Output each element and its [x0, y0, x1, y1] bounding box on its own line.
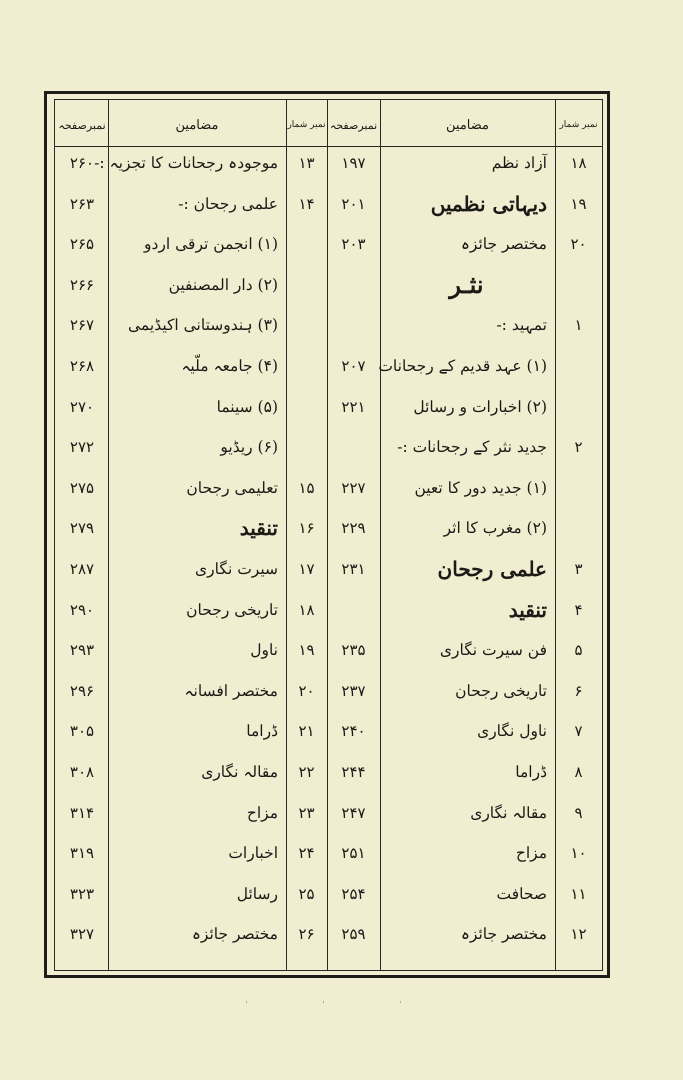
right-page-cell: ۲۲۱ [341, 397, 366, 416]
left-title-cell: تنقید [239, 516, 278, 541]
left-page-cell: ۳۱۹ [69, 844, 95, 863]
right-sr-cell: ۲۰ [570, 235, 587, 254]
right-page-cell: ۲۲۷ [341, 478, 366, 497]
right-page-cell: ۲۲۹ [341, 519, 366, 538]
right-page-cell [327, 590, 380, 630]
left-title-cell: ڈراما [246, 722, 278, 741]
left-page-cell: ۲۹۰ [69, 600, 95, 619]
right-sr-cell: ۳ [574, 560, 583, 578]
right-page-cell: ۲۰۳ [341, 235, 366, 254]
header-left-page: نمبرصفحہ [58, 118, 106, 132]
right-sr-cell: ۱۸ [570, 154, 587, 172]
right-page-cell: ۲۵۹ [341, 925, 366, 944]
left-title-cell: ناول [250, 641, 278, 660]
left-page-cell: ۲۷۲ [69, 438, 95, 457]
left-page-cell: ۲۹۳ [69, 641, 95, 660]
right-title-cell: مزاح [515, 844, 547, 863]
right-sr-cell: ۹ [574, 803, 583, 822]
left-title-cell: سیرت نگاری [195, 560, 278, 578]
right-sr-cell: ۸ [574, 763, 583, 781]
right-page-cell: ۲۰۱ [341, 194, 366, 213]
header-right-topics: مضامین [446, 117, 489, 133]
left-title-cell: (۵) سینما [216, 397, 278, 416]
right-sr-cell: ۴ [574, 600, 583, 619]
right-page-cell [327, 305, 380, 345]
left-sr-cell: ۲۴ [298, 844, 315, 863]
header-right-serial: نمبر شمار [559, 120, 598, 130]
right-title-cell: (۲) مغرب کا اثر [443, 519, 547, 538]
right-sr-cell: ۲ [574, 438, 583, 457]
right-title-cell: ناول نگاری [477, 722, 547, 741]
right-sr-cell: ۱۱ [570, 884, 587, 903]
right-title-cell: جدید نثر کے رجحانات :- [397, 438, 547, 457]
right-title-cell: مقالہ نگاری [470, 803, 547, 822]
left-page-cell: ۲۷۵ [69, 478, 95, 497]
right-sr-cell: ۶ [574, 681, 583, 700]
left-page-cell: ۲۶۷ [69, 316, 95, 335]
left-sr-cell [286, 387, 327, 427]
left-sr-cell: ۱۵ [298, 478, 315, 497]
left-page-cell: ۳۰۸ [69, 763, 95, 781]
right-page-cell: ۲۳۷ [341, 681, 366, 700]
header-left-serial: نمبر شمار [287, 120, 326, 130]
left-page-cell: ۲۷۹ [69, 519, 95, 538]
right-title-cell: تنقید [508, 597, 547, 622]
left-sr-cell: ۱۹ [298, 641, 315, 660]
left-sr-cell [286, 427, 327, 467]
right-page-cell [327, 265, 380, 305]
right-page-cell: ۲۴۷ [341, 803, 366, 822]
left-title-cell: (۶) ریڈیو [220, 438, 278, 457]
left-title-cell: (۳) ہندوستانی اکیڈیمی [128, 316, 278, 335]
right-title-cell: ڈراما [515, 763, 547, 781]
right-title-cell: فن سیرت نگاری [439, 641, 547, 660]
left-title-cell: مختصر جائزہ [191, 925, 278, 944]
left-title-cell: موجودہ رجحانات کا تجزیہ :- [94, 154, 278, 172]
left-title-cell: مقالہ نگاری [201, 763, 278, 781]
left-title-cell: علمی رجحان :- [178, 194, 278, 213]
right-title-cell: تمہید :- [496, 316, 547, 335]
right-title-cell: تاریخی رجحان [455, 681, 547, 700]
left-page-cell: ۲۶۰ [69, 154, 95, 172]
left-title-cell: (۴) جامعہ ملّیہ [181, 357, 278, 375]
right-page-cell: ۲۵۴ [341, 884, 366, 903]
left-sr-cell: ۲۲ [298, 763, 315, 781]
right-sr-cell [555, 387, 602, 427]
left-title-cell: مختصر افسانہ [184, 681, 278, 700]
left-sr-cell: ۱۶ [298, 519, 315, 538]
left-page-cell: ۳۲۳ [69, 884, 95, 903]
right-page-cell: ۲۴۴ [341, 763, 366, 781]
right-sr-cell [555, 265, 602, 305]
left-title-cell: تاریخی رجحان [186, 600, 278, 619]
right-page-cell: ۲۳۱ [341, 560, 366, 578]
left-page-cell: ۲۸۷ [69, 560, 95, 578]
left-sr-cell: ۱۴ [298, 194, 315, 213]
left-sr-cell [286, 265, 327, 305]
right-title-cell: آزاد نظم [491, 154, 547, 172]
left-title-cell: مزاح [246, 803, 278, 822]
left-sr-cell: ۲۳ [298, 803, 315, 822]
header-left-topics: مضامین [175, 117, 219, 133]
left-page-cell: ۳۱۴ [69, 803, 95, 822]
left-sr-cell: ۱۸ [298, 600, 315, 619]
right-title-cell: (۲) اخبارات و رسائل [413, 397, 547, 416]
right-page-cell [327, 427, 380, 467]
header-right-page: نمبرصفحہ [329, 118, 378, 132]
right-title-cell: مختصر جائزہ [460, 925, 547, 944]
divider-left-page [108, 99, 109, 971]
left-page-cell: ۲۶۵ [69, 235, 95, 254]
left-page-cell: ۲۷۰ [69, 397, 95, 416]
right-sr-cell: ۷ [574, 722, 583, 741]
left-title-cell: اخبارات [228, 844, 278, 863]
right-page-cell: ۲۳۵ [341, 641, 366, 660]
left-title-cell: تعلیمی رجحان [186, 478, 278, 497]
left-sr-cell: ۲۵ [298, 884, 315, 903]
left-page-cell: ۲۶۳ [69, 194, 95, 213]
right-page-cell: ۲۰۷ [341, 357, 366, 375]
left-page-cell: ۲۹۶ [69, 681, 95, 700]
left-sr-cell: ۲۱ [298, 722, 315, 741]
right-sr-cell: ۱۰ [570, 844, 587, 863]
right-title-cell: صحافت [496, 884, 547, 903]
left-sr-cell [286, 305, 327, 345]
right-page-cell: ۱۹۷ [341, 154, 366, 172]
right-sr-cell [555, 468, 602, 508]
right-title-cell: مختصر جائزہ [460, 235, 547, 254]
left-page-cell: ۳۲۷ [69, 925, 95, 944]
left-sr-cell: ۲۰ [298, 681, 315, 700]
right-title-cell: علمی رجحان [437, 557, 547, 581]
left-page-cell: ۳۰۵ [69, 722, 95, 741]
divider-right-page [380, 99, 381, 971]
left-title-cell: (۱) انجمن ترقی اردو [144, 235, 278, 254]
right-sr-cell: ۱ [574, 316, 583, 335]
right-title-cell: (۱) جدید دور کا تعین [414, 478, 547, 497]
left-title-cell: (۲) دار المصنفین [168, 275, 278, 294]
right-title-cell: دیہاتی نظمیں [430, 191, 547, 216]
footer-marks: ' ' ' [245, 1000, 438, 1009]
left-sr-cell: ۱۷ [298, 560, 315, 578]
left-page-cell: ۲۶۶ [69, 275, 95, 294]
left-page-cell: ۲۶۸ [69, 357, 95, 375]
right-title-cell: (۱) عہد قدیم کے رجحانات [378, 357, 547, 375]
right-page-cell: ۲۵۱ [341, 844, 366, 863]
left-sr-cell: ۱۳ [298, 154, 315, 172]
right-sr-cell [555, 346, 602, 386]
right-sr-cell: ۵ [574, 641, 583, 660]
left-sr-cell [286, 224, 327, 264]
right-sr-cell: ۱۹ [570, 194, 587, 213]
left-title-cell: رسائل [236, 884, 278, 903]
right-sr-cell: ۱۲ [570, 925, 587, 944]
right-page-cell: ۲۴۰ [341, 722, 366, 741]
left-sr-cell [286, 346, 327, 386]
left-sr-cell: ۲۶ [298, 925, 315, 944]
right-sr-cell [555, 508, 602, 548]
right-title-cell: نثـر [449, 270, 484, 300]
